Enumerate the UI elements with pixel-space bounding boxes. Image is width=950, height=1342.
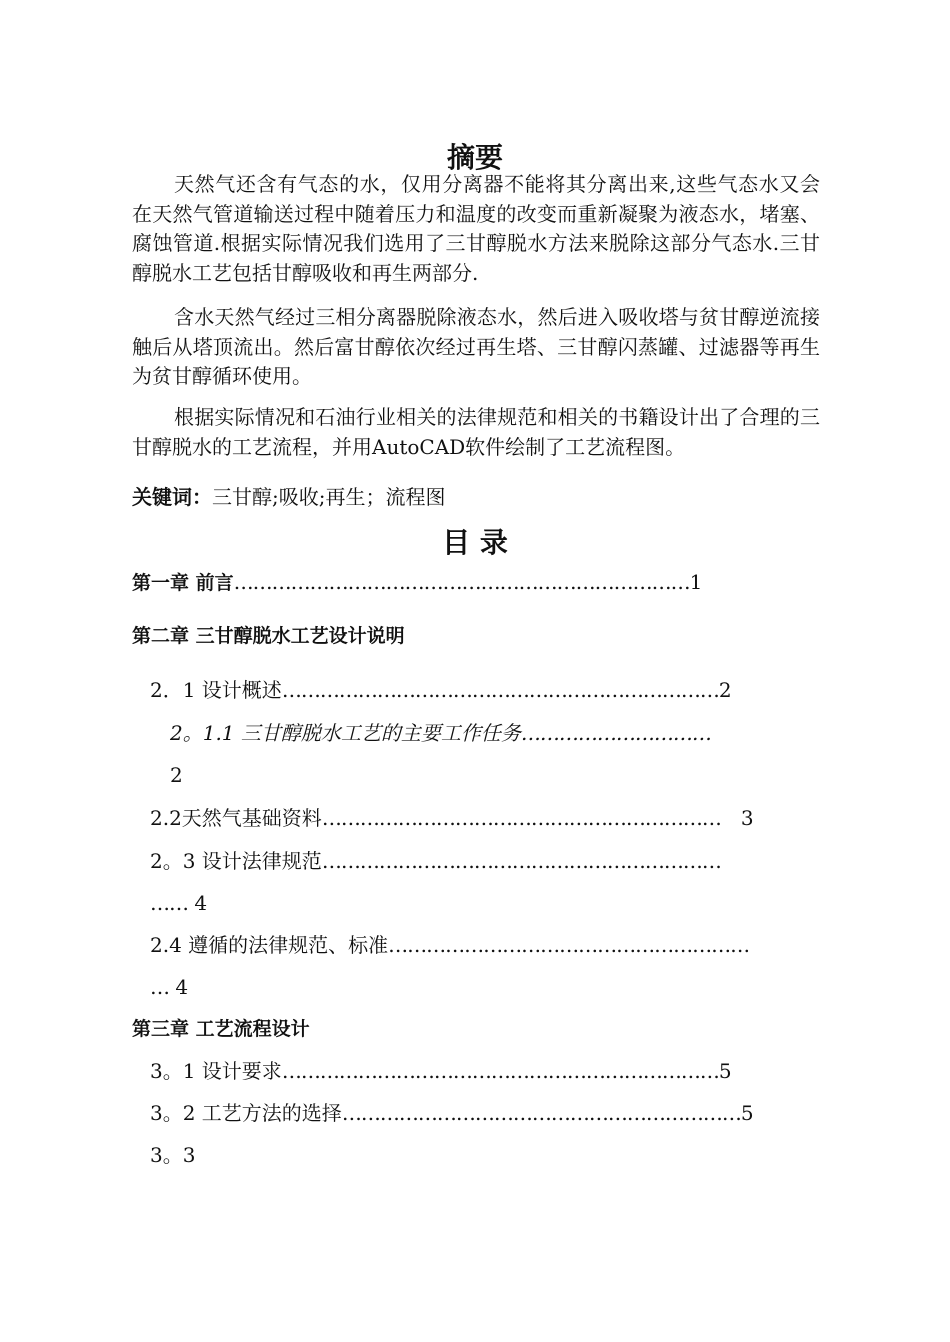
toc-page-number: 1 <box>689 570 703 594</box>
keywords-label: 关键词： <box>132 485 212 509</box>
toc-dot-leader: …… <box>150 891 188 915</box>
toc-page-number: 2 <box>170 763 183 787</box>
toc-entry-2-2[interactable] <box>150 804 754 832</box>
toc-entry-2-3-continued <box>150 889 207 917</box>
toc-dot-leader: ………………………… <box>520 721 711 745</box>
toc-entry-ch3[interactable]: 第三章 工艺流程设计 <box>132 1018 310 1040</box>
toc-page-number: 5 <box>718 1059 732 1083</box>
toc-heading: 目 录 <box>442 526 508 559</box>
toc-entry-3-3[interactable]: 3。3 <box>150 1143 196 1167</box>
toc-dot-leader: … <box>150 975 169 999</box>
toc-page-number: 3 <box>740 806 754 830</box>
toc-entry-2-4-continued <box>150 973 188 1001</box>
toc-entry-3-1[interactable] <box>150 1057 732 1085</box>
toc-entry-title: 3。1 设计要求 <box>150 1059 282 1083</box>
keywords-line <box>132 483 445 511</box>
toc-entry-title: 第一章 前言 <box>132 572 234 594</box>
toc-page-number: 4 <box>194 891 208 915</box>
toc-dot-leader: ……………………………………………………… <box>321 849 721 873</box>
toc-entry-title: 2.4 遵循的法律规范、标准 <box>150 933 389 957</box>
toc-entry-ch1[interactable] <box>132 568 820 597</box>
toc-dot-leader: ……………………………………………………… <box>321 806 721 830</box>
toc-dot-leader: …………………………………………………………… <box>281 678 719 702</box>
toc-entry-2-3[interactable] <box>150 847 721 875</box>
toc-page-number: 4 <box>175 975 189 999</box>
toc-entry-3-2[interactable] <box>150 1099 754 1127</box>
toc-dot-leader: ………………………………………………… <box>388 933 750 957</box>
abstract-paragraph-1: 天然气还含有气态的水，仅用分离器不能将其分离出来,这些气态水又会在天然气管道输送过程中随着压力和温度的改变而重新凝聚为液态水，堵塞、腐蚀管道.根据实际情况我们选用了三甘醇脱水方法来脱除这部分气态水.三甘醇脱水工艺包括甘醇吸收和再生两部分. <box>132 172 820 285</box>
toc-entry-title: 3。2 工艺方法的选择 <box>150 1101 342 1125</box>
abstract-paragraph-2: 含水天然气经过三相分离器脱除液态水，然后进入吸收塔与贫甘醇逆流接触后从塔顶流出。然后富甘醇依次经过再生塔、三甘醇闪蒸罐、过滤器等再生为贫甘醇循环使用。 <box>132 305 820 388</box>
keywords-text: 三甘醇;吸收;再生；流程图 <box>212 485 446 509</box>
toc-page-number: 5 <box>740 1101 754 1125</box>
toc-page-number: 2 <box>718 678 732 702</box>
toc-entry-2-4[interactable] <box>150 931 749 959</box>
toc-entry-title: 2。1.1 三甘醇脱水工艺的主要工作任务 <box>170 721 521 745</box>
toc-entry-title: 2．1 设计概述 <box>150 678 282 702</box>
toc-dot-leader: ……………………………………………………… <box>341 1101 741 1125</box>
toc-entry-2-1[interactable] <box>150 676 732 704</box>
toc-entry-ch2[interactable]: 第二章 三甘醇脱水工艺设计说明 <box>132 625 405 647</box>
abstract-heading: 摘要 <box>446 141 503 174</box>
toc-entry-title: 2。3 设计法律规范 <box>150 849 322 873</box>
toc-entry-2-1-1[interactable] <box>170 719 711 747</box>
toc-dot-leader: …………………………………………………………… <box>281 1059 719 1083</box>
toc-dot-leader: ……………………………………………………………… <box>233 570 690 594</box>
abstract-paragraph-3: 根据实际情况和石油行业相关的法律规范和相关的书籍设计出了合理的三甘醇脱水的工艺流程，并用AutoCAD软件绘制了工艺流程图。 <box>132 405 820 459</box>
toc-entry-title: 2.2天然气基础资料 <box>150 806 322 830</box>
